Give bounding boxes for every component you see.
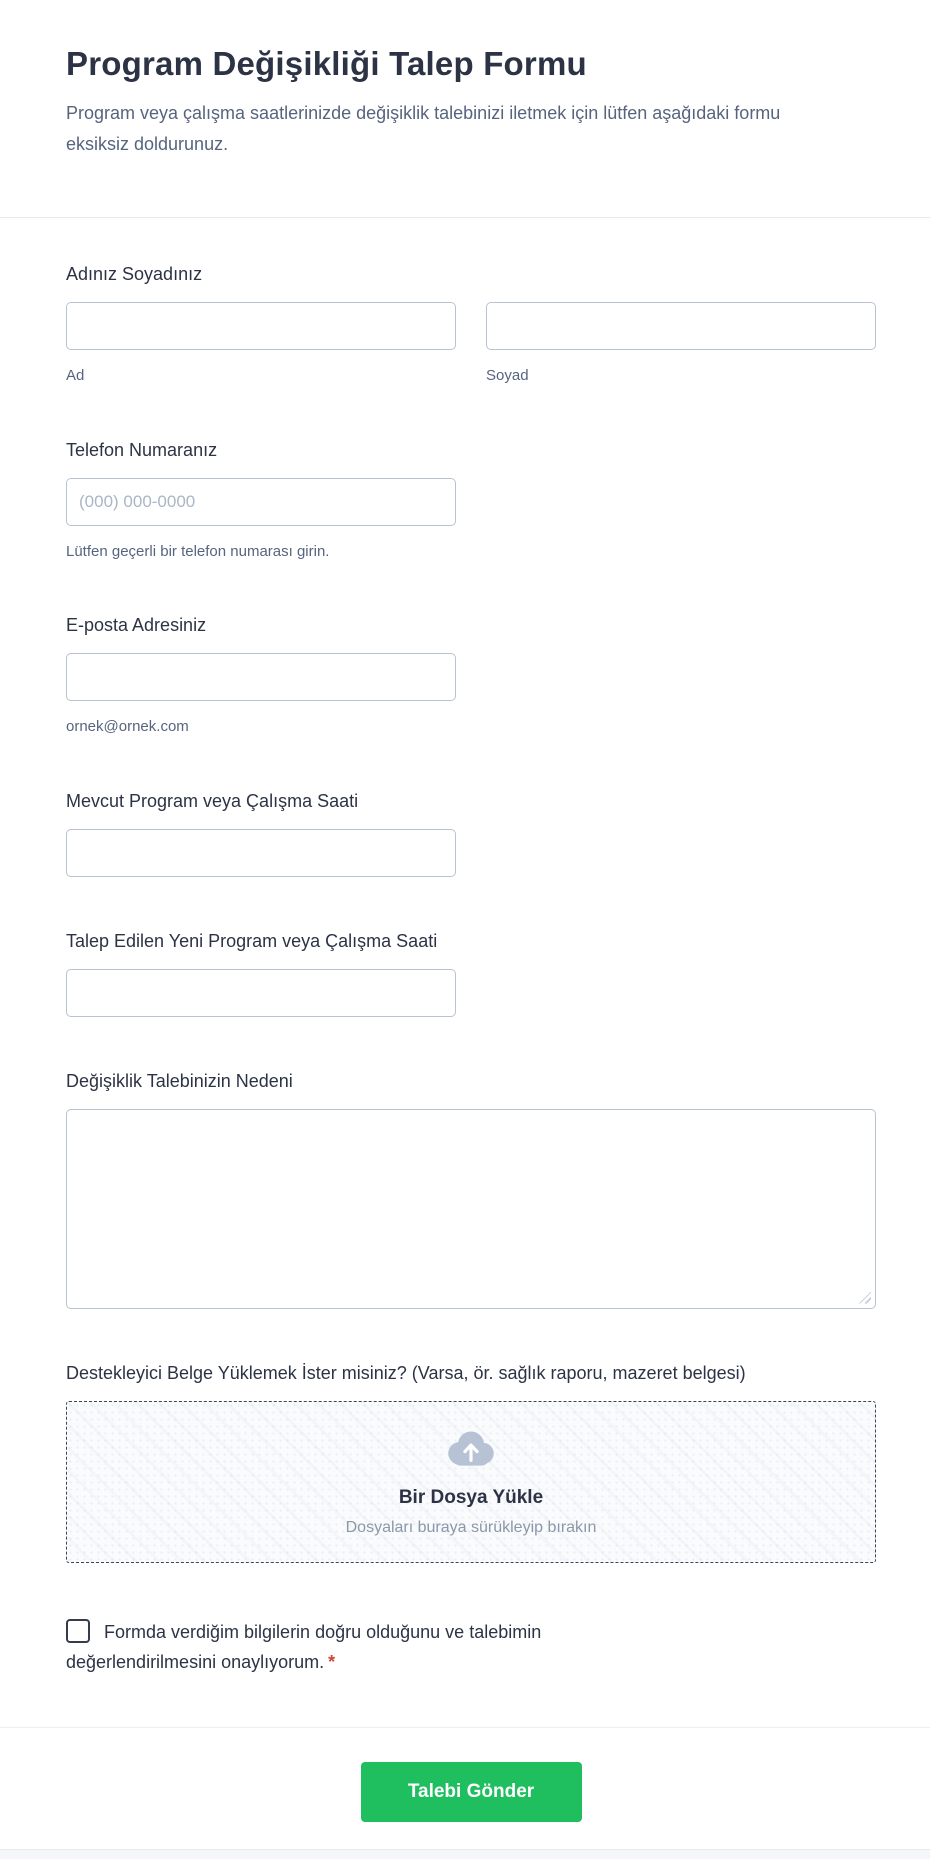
field-current-schedule (66, 789, 876, 877)
field-file-upload (66, 1361, 876, 1563)
field-full-name (66, 262, 876, 386)
upload-button-text: Bir Dosya Yükle (398, 1486, 544, 1508)
upload-hint: Dosyaları buraya sürükleyip bırakın (345, 1518, 597, 1536)
last-name-sublabel: Soyad (486, 367, 529, 384)
last-name-col (486, 286, 876, 386)
field-requested-schedule (66, 929, 876, 1017)
email-helper: ornek@ornek.com (66, 718, 189, 735)
submit-row (66, 1762, 876, 1822)
reason-textarea-wrap (66, 1109, 876, 1309)
field-phone (66, 438, 876, 562)
full-name-row (66, 286, 876, 386)
first-name-col (66, 286, 456, 386)
phone-input[interactable] (66, 478, 456, 526)
submit-button[interactable]: Talebi Gönder (361, 1762, 582, 1822)
current-schedule-label: Mevcut Program veya Çalışma Saati (66, 790, 359, 811)
full-name-label: Adınız Soyadınız (66, 264, 203, 284)
form-title: Program Değişikliği Talep Formu (66, 45, 587, 82)
last-name-input[interactable] (486, 302, 876, 350)
cloud-upload-icon (443, 1427, 499, 1471)
file-upload-label: Destekleyici Belge Yüklemek İster misiniz? (Varsa, ör. sağlık raporu, mazeret belgesi) (66, 1362, 746, 1383)
bottom-strip (0, 1849, 930, 1859)
first-name-sublabel: Ad (66, 367, 85, 384)
email-label: E-posta Adresiniz (66, 615, 207, 635)
requested-schedule-label: Talep Edilen Yeni Program veya Çalışma Saati (66, 930, 438, 951)
phone-helper: Lütfen geçerli bir telefon numarası girin. (66, 542, 330, 560)
file-upload-dropzone[interactable] (66, 1401, 876, 1563)
first-name-input[interactable] (66, 302, 456, 350)
reason-textarea[interactable] (66, 1109, 876, 1309)
consent-label: Formda verdiğim bilgilerin doğru olduğunu ve talebimin değerlendirilmesini onaylıyorum. (66, 1621, 542, 1672)
field-reason (66, 1069, 876, 1309)
field-email (66, 613, 876, 737)
consent-checkbox[interactable] (66, 1619, 90, 1643)
form-header (0, 0, 930, 218)
phone-label: Telefon Numaranız (66, 439, 218, 460)
current-schedule-input[interactable] (66, 829, 456, 877)
email-input[interactable] (66, 653, 456, 701)
form-subtitle: Program veya çalışma saatlerinizde değişiklik talebinizi iletmek için lütfen aşağıdaki formu eksiksiz doldurunuz. (66, 102, 781, 155)
footer-divider (0, 1727, 930, 1728)
form-body (0, 262, 930, 1822)
reason-label: Değişiklik Talebinizin Nedeni (66, 1070, 293, 1091)
required-asterisk: * (328, 1651, 336, 1672)
requested-schedule-input[interactable] (66, 969, 456, 1017)
consent-row[interactable] (66, 1617, 626, 1677)
